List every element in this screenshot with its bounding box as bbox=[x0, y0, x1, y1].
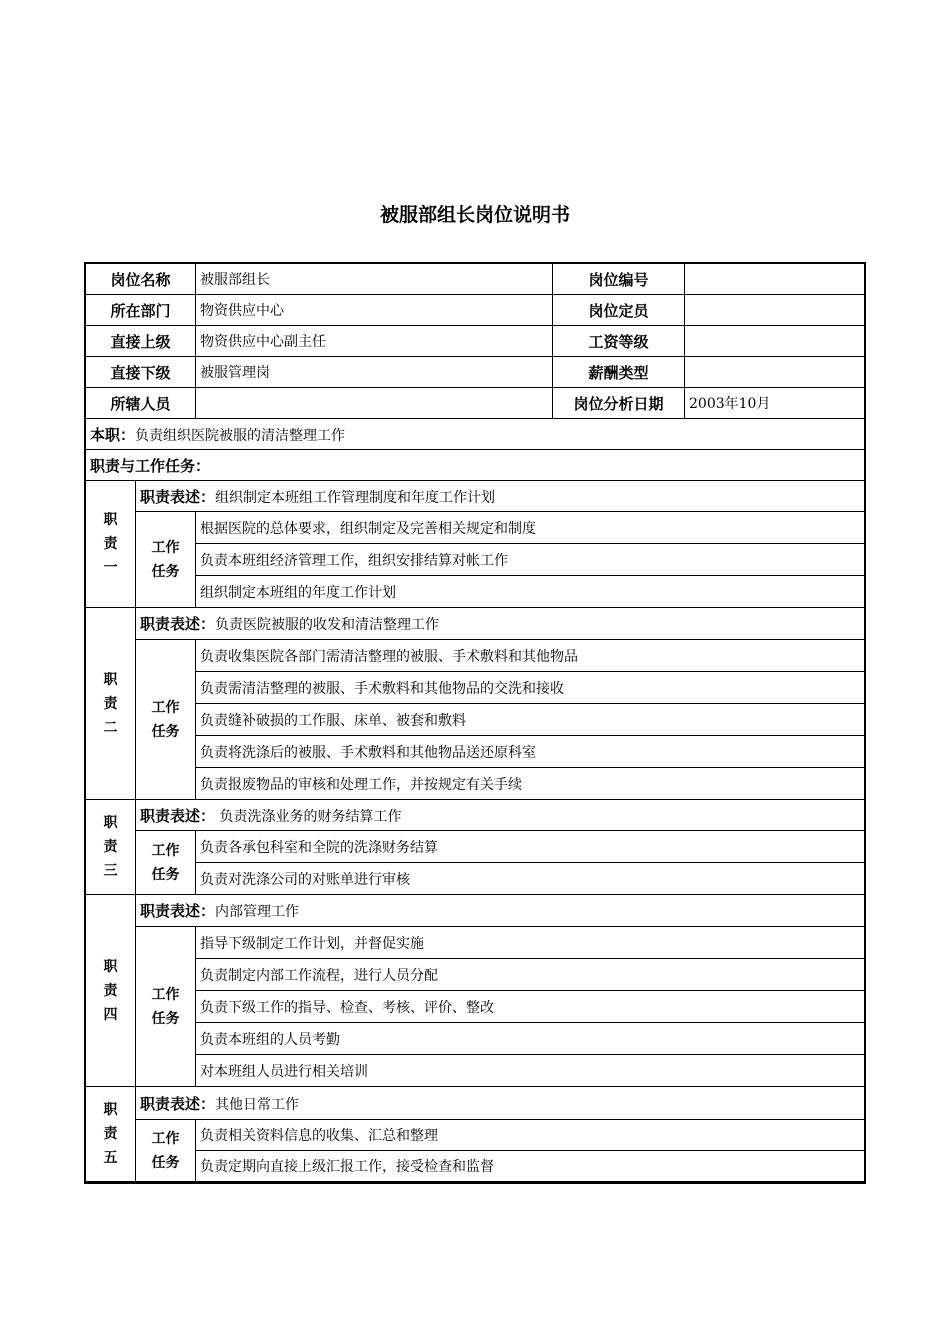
duty-statement bbox=[136, 1087, 866, 1120]
info-value: 2003年10月 bbox=[685, 388, 866, 419]
duty-name-char: 责 bbox=[103, 1126, 118, 1142]
info-row bbox=[86, 357, 866, 388]
task-label bbox=[136, 640, 196, 800]
task-label-line: 任务 bbox=[151, 866, 180, 883]
duty-name-char: 二 bbox=[103, 719, 118, 736]
info-value: 被服管理岗 bbox=[196, 357, 553, 388]
info-label: 岗位分析日期 bbox=[553, 388, 685, 419]
info-row bbox=[86, 326, 866, 357]
task-item: 负责收集医院各部门需清洁整理的被服、手术敷料和其他物品 bbox=[196, 640, 866, 672]
duty-name-char: 责 bbox=[103, 536, 118, 552]
duty-statement-label: 职责表述： bbox=[140, 487, 216, 506]
duties-header-row bbox=[86, 450, 866, 481]
duty-statement-row bbox=[86, 481, 866, 512]
task-item: 根据医院的总体要求，组织制定及完善相关规定和制度 bbox=[196, 512, 866, 544]
duty-statement-row bbox=[86, 1087, 866, 1120]
task-item: 负责相关资料信息的收集、汇总和整理 bbox=[196, 1120, 866, 1151]
task-label bbox=[136, 512, 196, 608]
task-label bbox=[136, 927, 196, 1087]
duty-name-char: 责 bbox=[103, 839, 118, 855]
task-row bbox=[86, 927, 866, 959]
info-value: 被服部组长 bbox=[196, 264, 553, 295]
info-label: 直接上级 bbox=[86, 326, 196, 357]
task-label-line: 工作 bbox=[151, 986, 180, 1003]
duty-name-char: 职 bbox=[103, 512, 118, 528]
duty-statement bbox=[136, 481, 866, 512]
task-row bbox=[86, 672, 866, 704]
task-row bbox=[86, 736, 866, 768]
duty-statement-label: 职责表述： bbox=[140, 615, 216, 633]
info-value bbox=[685, 295, 866, 326]
duty-statement-text: 负责医院被服的收发和清洁整理工作 bbox=[215, 617, 440, 633]
task-item: 负责需清洁整理的被服、手术敷料和其他物品的交洗和接收 bbox=[196, 672, 866, 704]
task-row bbox=[86, 1055, 866, 1087]
task-item: 负责本班组经济管理工作，组织安排结算对帐工作 bbox=[196, 544, 866, 576]
task-item: 指导下级制定工作计划，并督促实施 bbox=[196, 927, 866, 959]
duty-statement-row bbox=[86, 895, 866, 927]
task-row bbox=[86, 576, 866, 608]
task-item: 负责将洗涤后的被服、手术敷料和其他物品送还原科室 bbox=[196, 736, 866, 768]
task-row bbox=[86, 1023, 866, 1055]
duty-name bbox=[86, 481, 136, 608]
duty-name-char: 职 bbox=[103, 671, 118, 688]
info-label: 岗位名称 bbox=[86, 264, 196, 295]
info-row bbox=[86, 295, 866, 326]
info-label: 岗位定员 bbox=[553, 295, 685, 326]
info-label: 工资等级 bbox=[553, 326, 685, 357]
duty-name bbox=[86, 895, 136, 1087]
duty-name-char: 职 bbox=[103, 958, 118, 975]
task-row bbox=[86, 831, 866, 863]
task-row bbox=[86, 863, 866, 895]
duty-statement-text: 组织制定本班组工作管理制度和年度工作计划 bbox=[215, 489, 496, 506]
duty-statement-text: 内部管理工作 bbox=[215, 904, 300, 920]
task-item: 组织制定本班组的年度工作计划 bbox=[196, 576, 866, 608]
task-row bbox=[86, 1151, 866, 1182]
duty-name-char: 责 bbox=[103, 695, 118, 712]
duty-statement-label: 职责表述： bbox=[140, 1094, 216, 1113]
task-label-line: 工作 bbox=[151, 842, 180, 859]
duty-statement bbox=[136, 800, 866, 831]
info-value bbox=[685, 264, 866, 295]
duty-name-char: 职 bbox=[103, 815, 118, 831]
duty-statement-label: 职责表述： bbox=[140, 806, 216, 825]
info-value bbox=[196, 388, 553, 419]
duty-statement-row bbox=[86, 800, 866, 831]
duty-name-char: 责 bbox=[103, 982, 118, 999]
task-row bbox=[86, 768, 866, 800]
task-row bbox=[86, 544, 866, 576]
task-item: 负责定期向直接上级汇报工作，接受检查和监督 bbox=[196, 1151, 866, 1182]
info-value bbox=[685, 357, 866, 388]
task-row bbox=[86, 991, 866, 1023]
task-label bbox=[136, 831, 196, 895]
role-text: 负责组织医院被服的清洁整理工作 bbox=[135, 427, 346, 444]
info-value: 物资供应中心 bbox=[196, 295, 553, 326]
duty-statement-text: 负责洗涤业务的财务结算工作 bbox=[215, 808, 402, 825]
task-label-line: 任务 bbox=[151, 723, 180, 740]
info-label: 所在部门 bbox=[86, 295, 196, 326]
task-row bbox=[86, 640, 866, 672]
duties-header: 职责与工作任务： bbox=[86, 450, 866, 481]
info-row bbox=[86, 264, 866, 295]
task-item: 负责报废物品的审核和处理工作，并按规定有关手续 bbox=[196, 768, 866, 800]
task-item: 负责各承包科室和全院的洗涤财务结算 bbox=[196, 831, 866, 863]
task-label-line: 任务 bbox=[151, 1154, 180, 1171]
duty-name bbox=[86, 800, 136, 895]
task-label-line: 工作 bbox=[151, 539, 180, 556]
task-label-line: 任务 bbox=[151, 1010, 180, 1027]
task-label-line: 工作 bbox=[151, 1130, 180, 1147]
duty-name-char: 职 bbox=[103, 1102, 118, 1118]
duty-name bbox=[86, 608, 136, 800]
duty-name-char: 五 bbox=[103, 1150, 118, 1166]
role-cell bbox=[86, 419, 866, 450]
info-row bbox=[86, 388, 866, 419]
duty-name-char: 四 bbox=[103, 1006, 118, 1023]
task-item: 对本班组人员进行相关培训 bbox=[196, 1055, 866, 1087]
task-item: 负责下级工作的指导、检查、考核、评价、整改 bbox=[196, 991, 866, 1023]
task-label-line: 工作 bbox=[151, 699, 180, 716]
task-item: 负责本班组的人员考勤 bbox=[196, 1023, 866, 1055]
duty-name-char: 一 bbox=[103, 560, 118, 576]
duty-name-char: 三 bbox=[103, 863, 118, 879]
task-item: 负责缝补破损的工作服、床单、被套和敷料 bbox=[196, 704, 866, 736]
job-description-table bbox=[85, 263, 866, 1182]
info-label: 直接下级 bbox=[86, 357, 196, 388]
page-title: 被服部组长岗位说明书 bbox=[379, 204, 570, 226]
duty-statement bbox=[136, 608, 866, 640]
duty-name bbox=[86, 1087, 136, 1182]
role-row bbox=[86, 419, 866, 450]
task-row bbox=[86, 1120, 866, 1151]
task-row bbox=[86, 959, 866, 991]
role-label: 本职： bbox=[90, 425, 136, 444]
task-row bbox=[86, 512, 866, 544]
info-label: 薪酬类型 bbox=[553, 357, 685, 388]
info-label: 岗位编号 bbox=[553, 264, 685, 295]
info-value: 物资供应中心副主任 bbox=[196, 326, 553, 357]
info-label: 所辖人员 bbox=[86, 388, 196, 419]
task-row bbox=[86, 704, 866, 736]
duty-statement bbox=[136, 895, 866, 927]
duty-statement-text: 其他日常工作 bbox=[215, 1096, 300, 1113]
task-item: 负责对洗涤公司的对账单进行审核 bbox=[196, 863, 866, 895]
duty-statement-row bbox=[86, 608, 866, 640]
duty-statement-label: 职责表述： bbox=[140, 902, 216, 920]
task-label bbox=[136, 1120, 196, 1182]
task-item: 负责制定内部工作流程，进行人员分配 bbox=[196, 959, 866, 991]
task-label-line: 任务 bbox=[151, 563, 180, 580]
info-value bbox=[685, 326, 866, 357]
